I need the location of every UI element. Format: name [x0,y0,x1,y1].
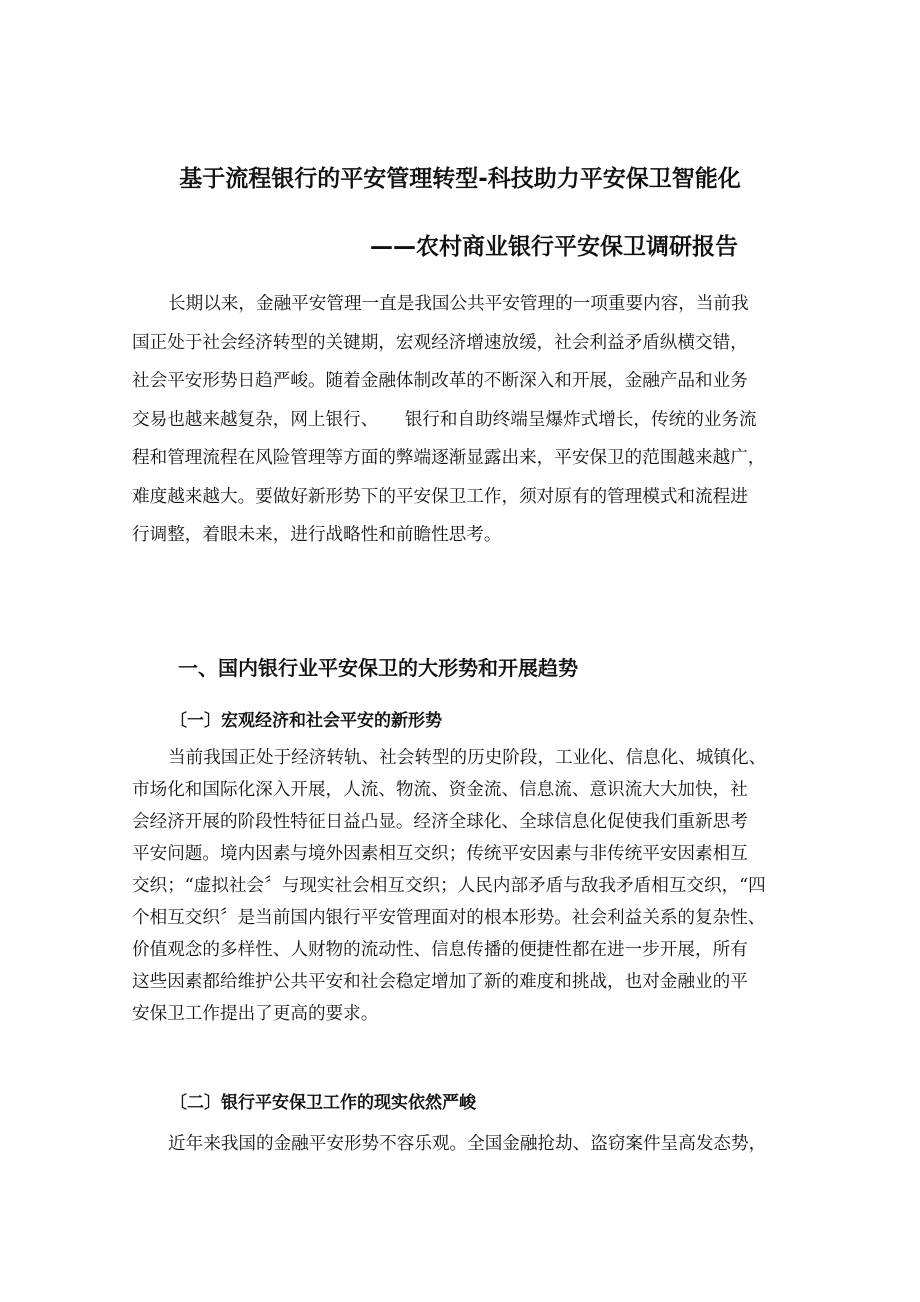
subsection1-paragraph [132,742,794,1030]
paragraph-line: 会经济开展的阶段性特征日益凸显。经济全球化、全球信息化促使我们重新思考 [132,812,748,832]
subsection-heading: 〔一〕宏观经济和社会平安的新形势 [170,711,442,731]
paragraph-line: 交易也越来越复杂，网上银行、 银行和自助终端呈爆炸式增长，传统的业务流 [132,409,757,430]
paragraph-line: 难度越来越大。要做好新形势下的平安保卫工作，须对原有的管理模式和流程进 [132,486,748,507]
paragraph-line: 市场化和国际化深入开展，人流、物流、资金流、信息流、意识流大大加快，社 [132,780,748,800]
subsection2-paragraph [132,1128,794,1160]
paragraph-line: 安保卫工作提出了更高的要求。 [132,1004,379,1024]
paragraph-line: 个相互交织〞是当前国内银行平安管理面对的根本形势。社会利益关系的复杂性、 [132,908,766,928]
document-subtitle: ——农村商业银行平安保卫调研报告 [370,234,738,260]
paragraph-line: 交织；“虚拟社会〞与现实社会相互交织；人民内部矛盾与敌我矛盾相互交织，“四 [132,876,766,896]
paragraph-line: 行调整，着眼未来，进行战略性和前瞻性思考。 [132,525,502,545]
subsection-heading: 〔二〕银行平安保卫工作的现实依然严峻 [170,1093,476,1113]
paragraph-line: 近年来我国的金融平安形势不容乐观。全国金融抢劫、盗窃案件呈高发态势， [168,1134,767,1154]
section-heading: 一、国内银行业平安保卫的大形势和开展趋势 [178,656,578,680]
paragraph-line: 长期以来，金融平安管理一直是我国公共平安管理的一项重要内容，当前我 [168,294,749,314]
paragraph-line: 这些因素都给维护公共平安和社会稳定增加了新的难度和挑战，也对金融业的平 [132,972,748,992]
paragraph-line: 社会平安形势日趋严峻。随着金融体制改革的不断深入和开展，金融产品和业务 [132,371,748,391]
document-title: 基于流程银行的平安管理转型-科技助力平安保卫智能化 [179,166,741,192]
paragraph-line: 国正处于社会经济转型的关键期，宏观经济增速放缓，社会利益矛盾纵横交错， [132,332,748,353]
paragraph-line: 平安问题。境内因素与境外因素相互交织；传统平安因素与非传统平安因素相互 [132,844,748,864]
intro-paragraph [132,285,794,555]
paragraph-line: 价值观念的多样性、人财物的流动性、信息传播的便捷性都在进一步开展，所有 [132,940,748,960]
paragraph-line: 当前我国正处于经济转轨、社会转型的历史阶段，工业化、信息化、城镇化、 [168,748,767,768]
paragraph-line: 程和管理流程在风险管理等方面的弊端逐渐显露出来，平安保卫的范围越来越广， [132,448,766,468]
